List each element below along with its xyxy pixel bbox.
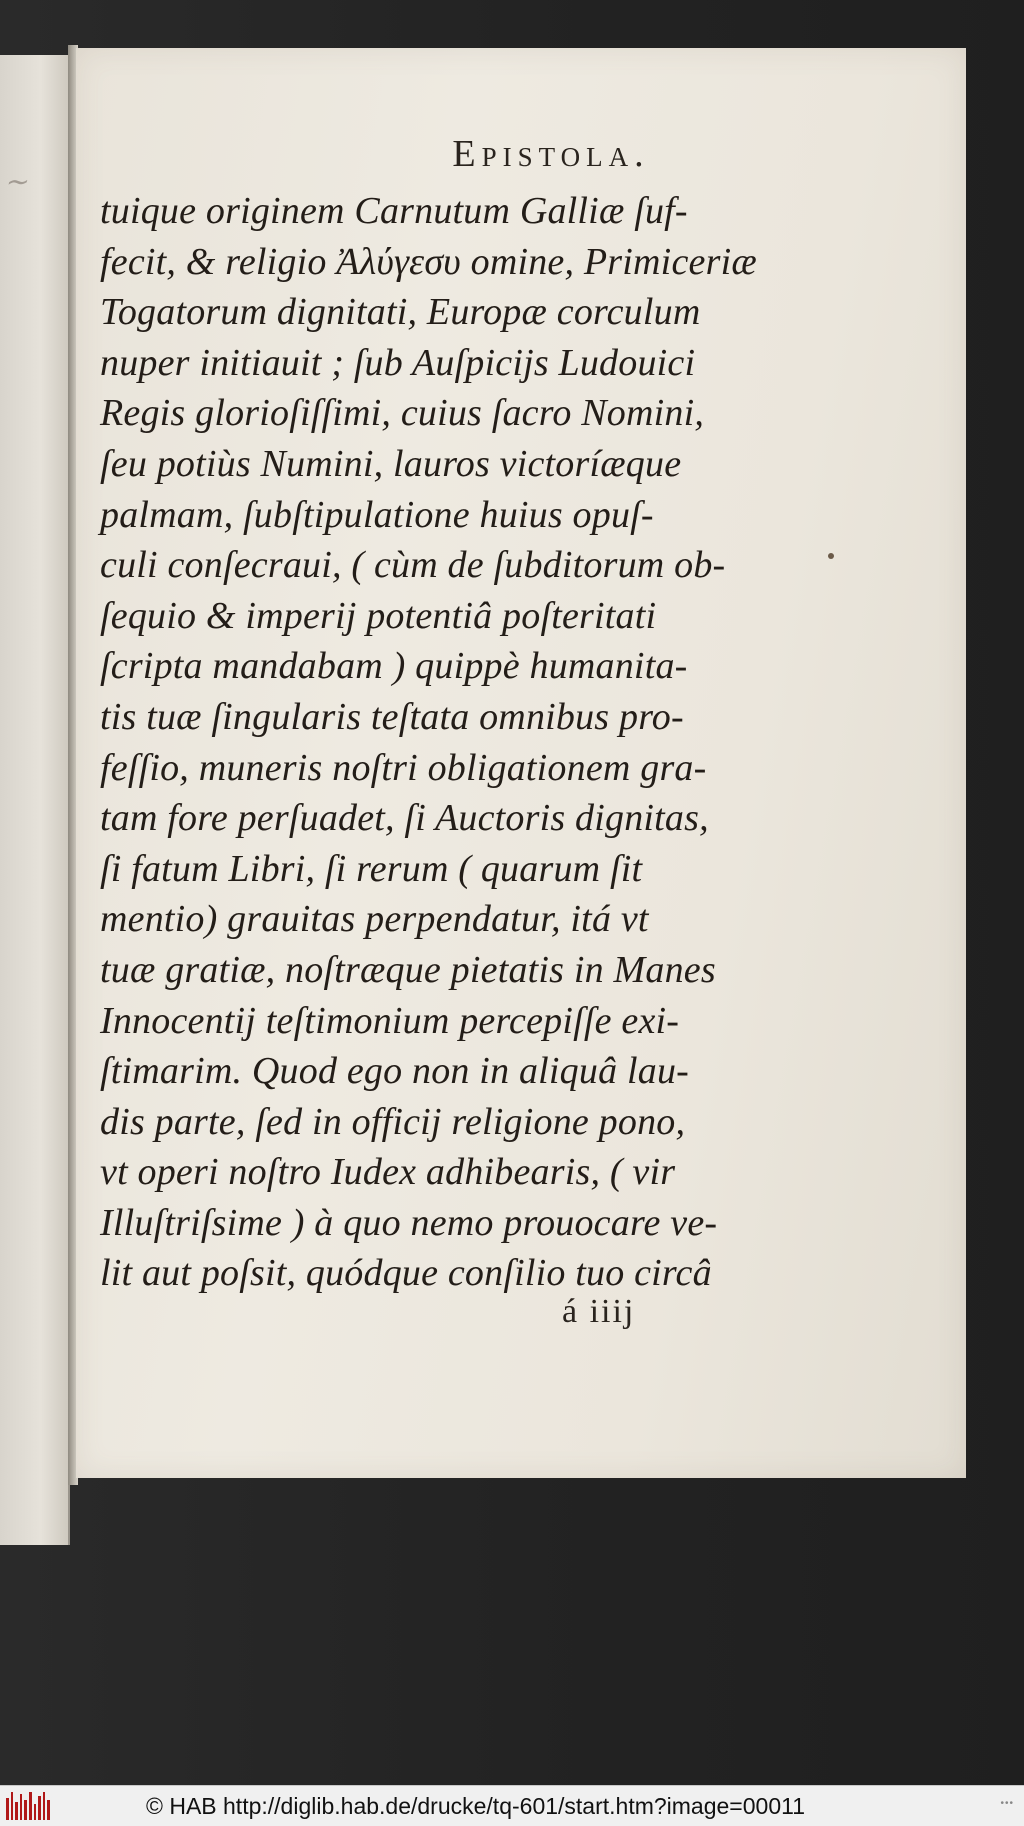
text-line: tis tuæ ſingularis teſtata omnibus pro- [100,695,684,738]
text-line: nuper initiauit ; ſub Auſpicijs Ludouici [100,341,696,384]
hab-barcode-logo-icon [6,1792,50,1820]
text-line: Innocentij teſtimonium percepiſſe exi- [100,999,680,1042]
signature-mark: á iiij [562,1293,636,1330]
text-line: ſeu potiùs Numini, lauros victoríæque [100,442,682,485]
text-line: dis parte, ſed in officij religione pono, [100,1100,686,1143]
text-line: ſtimarim. Quod ego non in aliquâ lau- [100,1050,689,1093]
copyright-url[interactable]: © HAB http://diglib.hab.de/drucke/tq-601/start.htm?image=00011 [146,1792,805,1819]
text-line: culi conſecraui, ( cùm de ſubditorum ob- [100,544,726,587]
text-line: ſequio & imperij potentiâ poſteritati [100,594,657,637]
text-line: Illuſtriſsime ) à quo nemo prouocare ve- [100,1201,718,1244]
bleed-through-text: ∼ [4,167,28,187]
text-line: vt operi noſtro Iudex adhibearis, ( vir [100,1151,676,1194]
text-line: tuæ gratiæ, noſtræque pietatis in Manes [100,948,716,991]
paper-spot [828,553,834,559]
text-line: fecit, & religio Ἀλύγεσυ omine, Primiceriæ [100,240,757,283]
text-line: tam fore perſuadet, ſi Auctoris dignitas, [100,797,709,840]
body-text [100,186,820,1299]
text-line: feſſio, muneris noſtri obligationem gra- [100,746,707,789]
text-line: palmam, ſubſtipulatione huius opuſ- [100,493,654,536]
facing-page-edge [0,55,70,1545]
menu-dots-icon[interactable]: ••• [1000,1798,1014,1809]
text-line: Regis glorioſiſſimi, cuius ſacro Nomini, [100,392,705,435]
text-line: lit aut poſsit, quódque conſilio tuo circâ [100,1252,712,1295]
scanned-page [76,48,966,1478]
text-line: mentio) grauitas perpendatur, itá vt [100,898,649,941]
text-line: Togatorum dignitati, Europæ corculum [100,291,701,334]
running-head: Epistola. [452,133,650,175]
text-line: ſi fatum Libri, ſi rerum ( quarum ſit [100,847,643,890]
text-line: ſcripta mandabam ) quippè humanita- [100,645,688,688]
status-bar [0,1785,1024,1826]
text-line: tuique originem Carnutum Galliæ ſuf- [100,190,688,232]
